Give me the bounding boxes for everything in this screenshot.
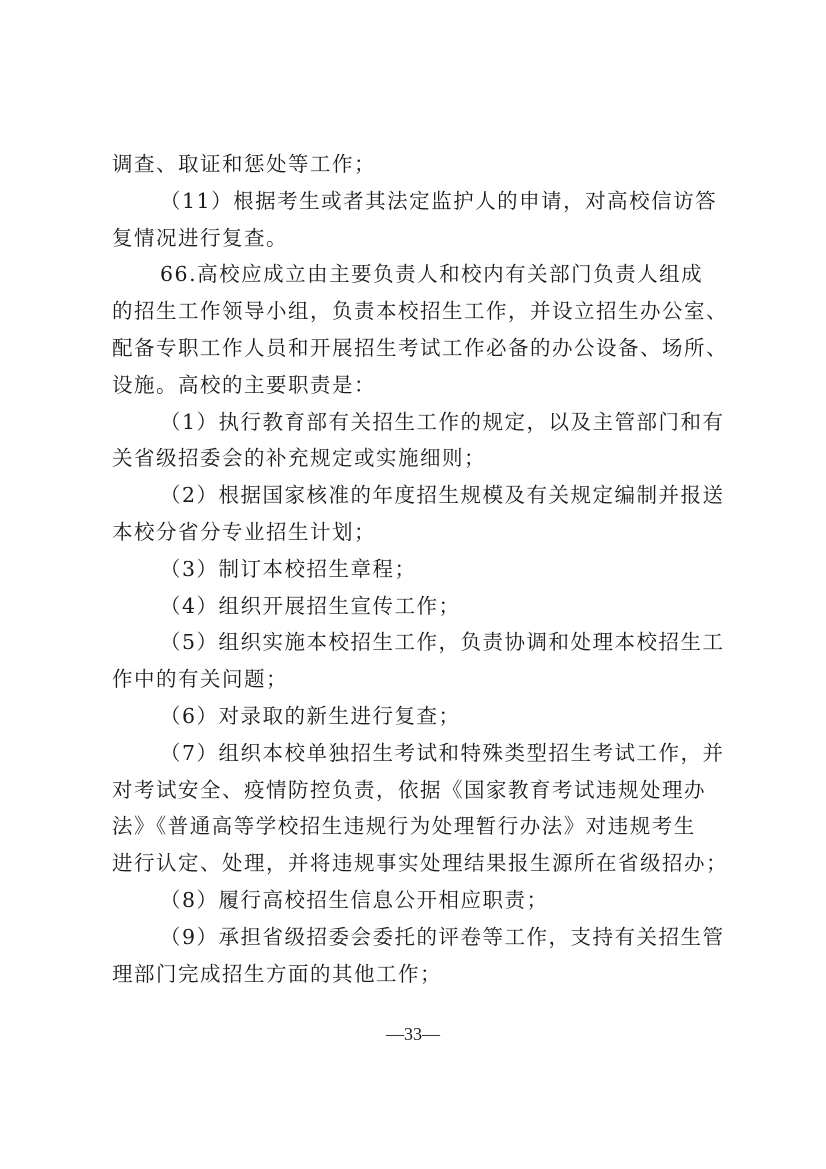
text-line: （5）组织实施本校招生工作，负责协调和处理本校招生工 (160, 630, 725, 655)
text-line: 作中的有关问题； (112, 667, 288, 692)
text-line: （11）根据考生或者其法定监护人的申请，对高校信访答 (160, 188, 718, 213)
text-line: （4）组织开展招生宣传工作； (160, 593, 461, 618)
text-line: （6）对录取的新生进行复查； (160, 703, 461, 728)
text-line: 复情况进行复查。 (112, 225, 288, 250)
text-line: （1）执行教育部有关招生工作的规定，以及主管部门和有 (160, 409, 725, 434)
text-line: 对考试安全、疫情防控负责，依据《国家教育考试违规处理办 (112, 777, 706, 802)
text-line: 设施。高校的主要职责是： (112, 372, 376, 397)
text-line: （2）根据国家核准的年度招生规模及有关规定编制并报送 (160, 483, 725, 508)
text-line: 进行认定、处理，并将违规事实处理结果报生源所在省级招办； (112, 851, 728, 876)
page-number: —33— (386, 1024, 440, 1044)
text-line: 66.高校应成立由主要负责人和校内有关部门负责人组成 (160, 262, 704, 287)
text-line: （8）履行高校招生信息公开相应职责； (160, 887, 549, 912)
text-line: 的招生工作领导小组，负责本校招生工作，并设立招生办公室、 (112, 299, 728, 324)
text-line: 法》《普通高等学校招生违规行为处理暂行办法》对违规考生 (112, 814, 696, 839)
text-line: 调查、取证和惩处等工作； (112, 152, 376, 176)
text-line: （3）制订本校招生章程； (160, 556, 417, 581)
text-line: 关省级招委会的补充规定或实施细则； (112, 446, 486, 471)
text-line: 本校分省分专业招生计划； (112, 519, 376, 544)
text-line: （9）承担省级招委会委托的评卷等工作，支持有关招生管 (160, 924, 725, 949)
text-line: 理部门完成招生方面的其他工作； (112, 961, 442, 986)
text-line: 配备专职工作人员和开展招生考试工作必备的办公设备、场所、 (112, 335, 728, 360)
text-line: （7）组织本校单独招生考试和特殊类型招生考试工作，并 (160, 740, 725, 765)
body-text (112, 146, 728, 992)
